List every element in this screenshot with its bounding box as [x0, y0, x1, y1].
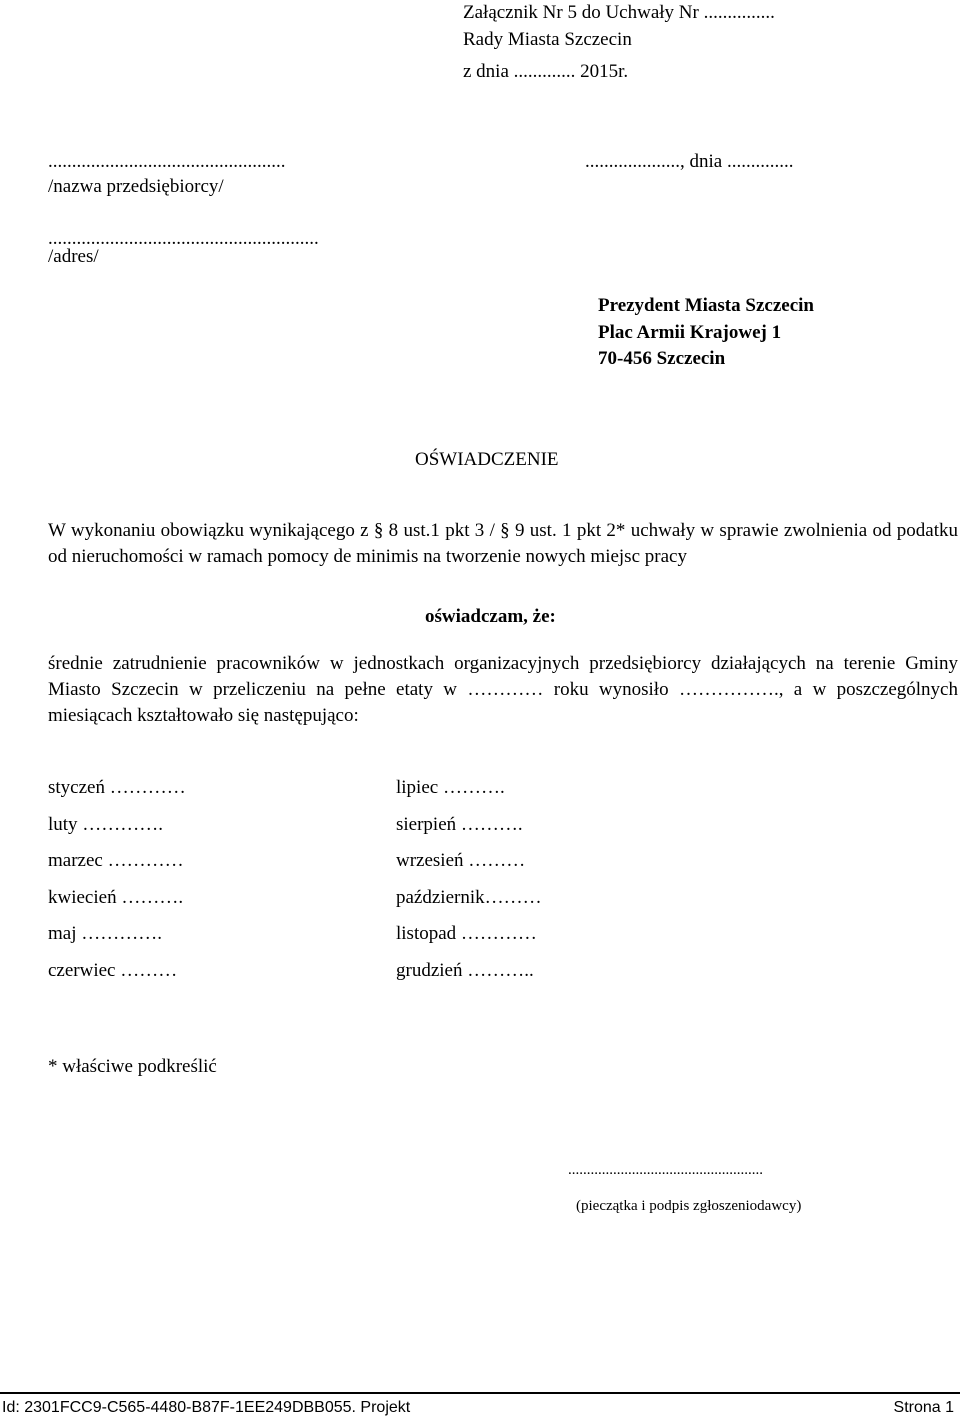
declare-heading: oświadczam, że:: [425, 606, 556, 627]
month-entry: luty ………….: [48, 813, 164, 835]
month-entry: grudzień ………..: [396, 959, 534, 981]
months-left-column: [48, 774, 186, 993]
month-entry: listopad …………: [396, 923, 537, 944]
month-entry: maj ………….: [48, 923, 162, 944]
month-entry: styczeń …………: [48, 777, 186, 798]
footnote: * właściwe podkreślić: [48, 1056, 217, 1077]
months-right-column: [396, 774, 542, 993]
month-entry: wrzesień ………: [396, 850, 526, 871]
recipient-line-2: Plac Armii Krajowej 1: [598, 322, 782, 343]
document-title: OŚWIADCZENIE: [415, 449, 559, 470]
month-entry: sierpień ……….: [396, 813, 523, 835]
sender-address-label: /adres/: [48, 246, 99, 267]
month-entry: lipiec ……….: [396, 777, 505, 798]
annex-line-1: Załącznik Nr 5 do Uchwały Nr ...............: [463, 2, 775, 23]
place-date: ...................., dnia ..............: [585, 151, 794, 172]
annex-line-3: z dnia ............. 2015r.: [463, 61, 629, 82]
month-entry: październik………: [396, 886, 542, 908]
recipient-line-1: Prezydent Miasta Szczecin: [598, 295, 814, 316]
footer-id: Id: 2301FCC9-C565-4480-B87F-1EE249DBB055. Projekt: [2, 1399, 411, 1416]
sender-name-dots: ..................................................: [48, 151, 286, 172]
annex-line-2: Rady Miasta Szczecin: [463, 29, 632, 50]
signature-dots: ....................................................: [568, 1162, 763, 1178]
footer-page-number: Strona 1: [893, 1399, 954, 1416]
month-entry: kwiecień ……….: [48, 886, 184, 908]
statement-paragraph: średnie zatrudnienie pracowników w jednostkach organizacyjnych przedsiębiorcy działających na terenie Gminy Miasto Szczecin w przeliczeniu na pełne etaty w ………… roku wynosiło ……………., a w poszczególnych miesiącach kształtowało się następująco:: [48, 653, 958, 726]
month-entry: czerwiec ………: [48, 959, 178, 981]
recipient-line-3: 70-456 Szczecin: [598, 348, 726, 369]
sender-address-dots: .........................................................: [48, 228, 319, 249]
month-entry: marzec …………: [48, 850, 184, 871]
intro-paragraph: W wykonaniu obowiązku wynikającego z § 8 ust.1 pkt 3 / § 9 ust. 1 pkt 2* uchwały w sprawie zwolnienia od podatku od nieruchomości w ramach pomocy de minimis na tworzenie nowych miejsc pracy: [48, 520, 958, 567]
footer-divider: [0, 1392, 960, 1394]
sender-name-label: /nazwa przedsiębiorcy/: [48, 176, 224, 197]
signature-label: (pieczątka i podpis zgłoszeniodawcy): [576, 1198, 802, 1214]
